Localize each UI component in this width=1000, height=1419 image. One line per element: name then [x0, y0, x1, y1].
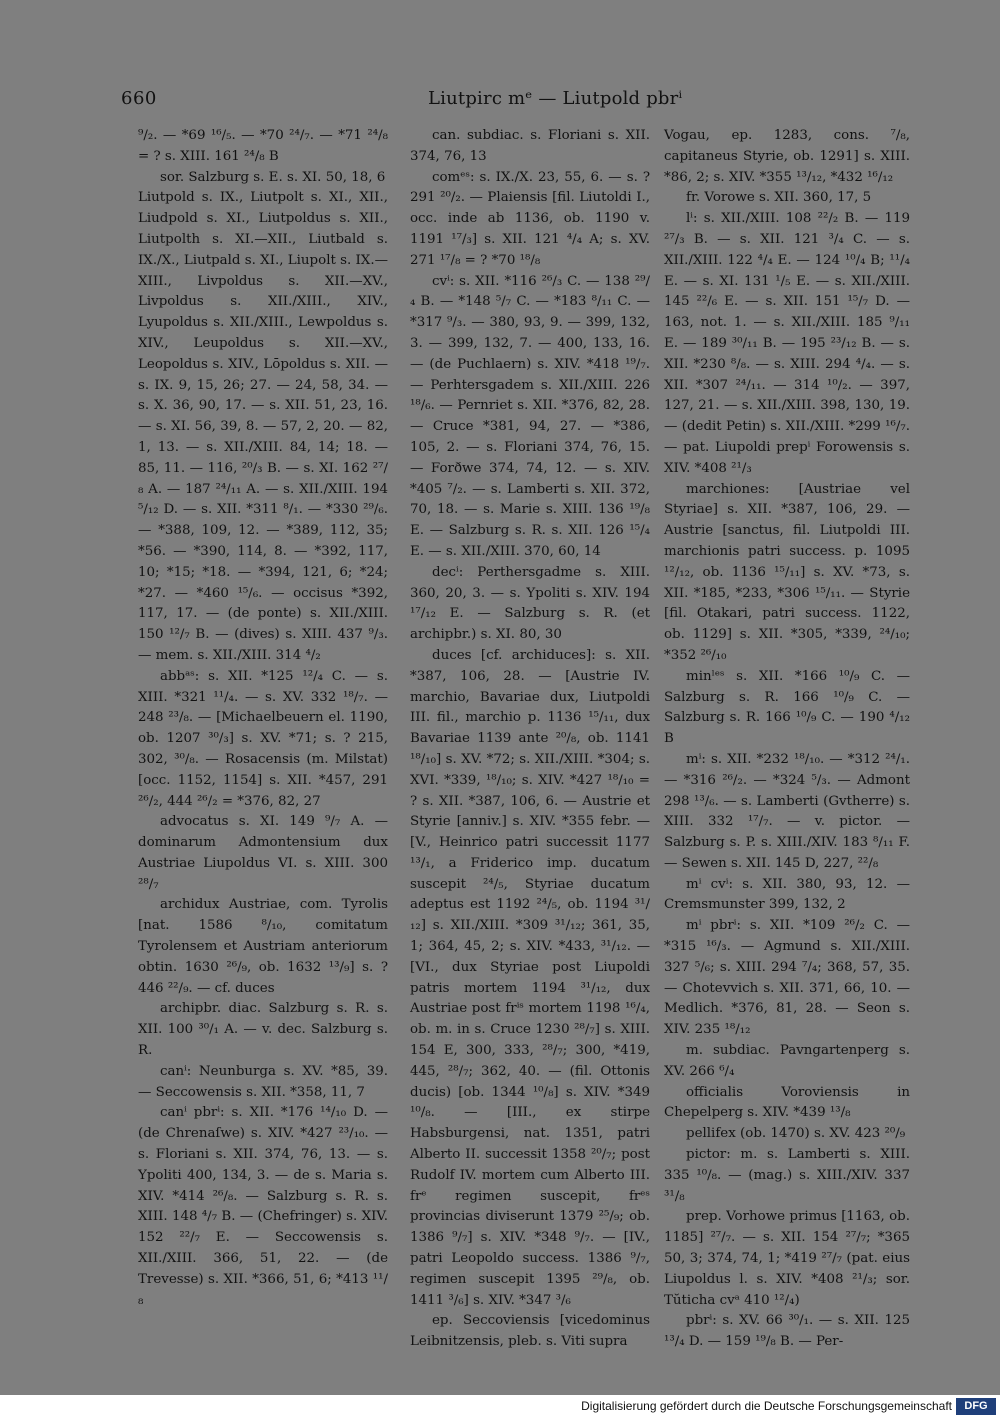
index-entry: prep. Vorhowe primus [1163, ob. 1185] ²⁷/₇. — s. XII. 154 ²⁷/₇; *365 50, 3; 374, 74, 1; *419 ²⁷/₇ (pat. eius Liupoldus l. s. XIV. *408 ²¹/₃; sor. Tŭticha cvᵃ 410 ¹²/₄): [664, 1209, 910, 1308]
index-entry: can. subdiac. s. Floriani s. XII. 374, 76, 13: [410, 128, 650, 164]
text-column-middle: [410, 126, 650, 1350]
index-entry: canⁱ: Neunburga s. XV. *85, 39. — Seccowensis s. XII. *358, 11, 7: [138, 1063, 388, 1100]
continuation-text: Vogau, ep. 1283, cons. ⁷/₈, capitaneus Styrie, ob. 1291] s. XIII. *86, 2; s. XIV. *355 ¹³/₁₂, *432 ¹⁶/₁₂: [664, 128, 910, 185]
index-entry: canⁱ pbrⁱ: s. XII. *176 ¹⁴/₁₀ D. — (de Chrenaſwe) s. XIV. *427 ²³/₁₀. — s. Floriani s. XII. 374, 76, 13. — s. Ypoliti 400, 134, 3. — de s. Maria s. XIV. *414 ²⁶/₈. — Salzburg s. R. s. XIII. 148 ⁴/₇ B. — (Chefringer) s. XIV. 152 ²²/₇ E. — Seccowensis s. XII./XIII. 366, 51, 22. — (de Trevesse) s. XII. *366, 51, 6; *413 ¹¹/₈: [138, 1105, 388, 1308]
index-entry: fr. Vorowe s. XII. 360, 17, 5: [686, 190, 872, 206]
index-entry: advocatus s. XI. 149 ⁹/₇ A. — dominarum Admontensium dux Austriae Liupoldus VI. s. XIII. 300 ²⁸/₇: [138, 814, 388, 892]
index-entry: m. subdiac. Pavngartenperg s. XV. 266 ⁶/₄: [664, 1043, 910, 1079]
index-entry: officialis Voroviensis in Chepelperg s. XIV. *439 ¹³/₈: [664, 1084, 910, 1121]
text-column-left: [138, 126, 388, 1308]
index-entry: lⁱ: s. XII./XIII. 108 ²²/₂ B. — 119 ²⁷/₃ B. — s. XII. 121 ³/₄ C. — s. XII./XIII. 122 ⁴/₄ E. — 124 ¹⁰/₄ B; ¹¹/₄ E. — s. XI. 131 ¹/₅ E. — s. XII./XIII. 145 ²²/₆ E. — s. XII. 151 ¹⁵/₇ D. — 163, not. 1. — s. XII./XIII. 185 ⁹/₁₁ E. — 189 ³⁰/₁₁ B. — 195 ²³/₁₂ B. — s. XII. *230 ⁸/₈. — s. XIII. 294 ⁴/₄. — s. XII. *307 ²⁴/₁₁. — 314 ¹⁰/₂. — 397, 127, 21. — s. XII./XIII. 398, 130, 19. — (dedit Petin) s. XII./XIII. *299 ¹⁶/₇. — pat. Liupoldi prepⁱ Forowensis s. XIV. *408 ²¹/₃: [664, 211, 910, 476]
footer-bar: [0, 1395, 1000, 1419]
index-entry: abbᵃˢ: s. XII. *125 ¹²/₄ C. — s. XIII. *321 ¹¹/₄. — s. XV. 332 ¹⁸/₇. — 248 ²³/₈. — [Michaelbeuern el. 1190, ob. 1207 ³⁰/₃] s. XV. *71; s. ? 215, 302, ³⁰/₈. — Rosacensis (m. Milstat) [occ. 1152, 1154] s. XII. *457, 291 ²⁶/₂, 444 ²⁶/₂ = *376, 82, 27: [138, 668, 388, 809]
index-entry: decⁱ: Perthersgadme s. XIII. 360, 20, 3. — s. Ypoliti s. XIV. 194 ¹⁷/₁₂ E. — Salzburg s. R. (et archipbr.) s. XI. 80, 30: [410, 564, 650, 643]
index-entry: mⁱ: s. XII. *232 ¹⁸/₁₀. — *312 ²⁴/₁. — *316 ²⁶/₂. — *324 ⁵/₃. — Admont 298 ¹³/₆. — s. Lamberti (Gvtherre) s. XIII. 332 ¹⁷/₇. — v. pictor. — Salzburg s. P. s. XIII./XIV. 183 ⁸/₁₁ F. — Sewen s. XII. 145 D, 227, ²²/₈: [664, 751, 910, 871]
index-entry: ep. Seccoviensis [vicedominus Leibnitzensis, pleb. s. Viti supra: [410, 1313, 650, 1350]
index-entry: pellifex (ob. 1470) s. XV. 423 ²⁰/₉: [686, 1126, 906, 1142]
index-entry: minˡᵉˢ s. XII. *166 ¹⁰/₉ C. — Salzburg s. R. 166 ¹⁰/₉ C. — Salzburg s. R. 166 ¹⁰/₉ C. — 190 ⁴/₁₂ B: [664, 668, 910, 747]
index-entry: archipbr. diac. Salzburg s. R. s. XII. 100 ³⁰/₁ A. — v. dec. Salzburg s. R.: [138, 1001, 388, 1059]
index-entry: duces [cf. archiduces]: s. XII. *387, 106, 28. — [Austrie IV. marchio, Bavariae dux, Liutpoldi III. fil., marchio p. 1136 ¹⁵/₁₁, dux Bavariae 1139 ante ²⁰/₈, ob. 1141 ¹⁸/₁₀] s. XV. *72; s. XII./XIII. *304; s. XVI. *339, ¹⁸/₁₀; s. XIV. *427 ¹⁸/₁₀ = ? s. XII. *387, 106, 6. — Austrie et Styrie [anniv.] s. XIV. *355 febr. — [V., Heinrico patri successit 1177 ¹³/₁, a Friderico imp. ducatum suscepit ²⁴/₅, Styriae ducatum adeptus est 1192 ²⁴/₅, ob. 1194 ³¹/₁₂] s. XII./XIII. *309 ³¹/₁₂; 361, 35, 1; 364, 45, 2; s. XIV. *433, ³¹/₁₂. — [VI., dux Styriae post Liupoldi patris mortem 1194 ³¹/₁₂, dux Austriae post frⁱˢ mortem 1198 ¹⁶/₄, ob. m. in s. Cruce 1230 ²⁸/₇] s. XIII. 154 E, 300, 333, ²⁸/₇; 300, *419, 445, ²⁸/₇; 362, 40. — (fil. Ottonis ducis) [ob. 1344 ¹⁰/₈] s. XIV. *349 ¹⁰/₈. — [III., ex stirpe Habsburgensi, nat. 1351, patri Alberto II. successit 1358 ²⁰/₇; post Rudolf IV. mortem cum Alberto III. frᵉ regimen suscepit, frᵉˢ provincias diviserunt 1379 ²⁵/₉; ob. 1386 ⁹/₇] s. XIV. *348 ⁹/₇. — [IV., patri Leopoldo success. 1386 ⁹/₇, regimen suscepit 1395 ²⁹/₈, ob. 1411 ³/₆] s. XIV. *347 ³/₆: [410, 647, 650, 1308]
text-column-right: [664, 126, 910, 1350]
index-entry-main: Liutpold s. IX., Liutpolt s. XI., XII., Liudpold s. XI., Liutpoldus s. XII., Liutpolth s. XI.—XII., Liutbald s. IX./X., Liutpald s. XI., Liupolt s. IX.—XIII., Livpoldus s. XII.—XV., Livpoldus s. XII./XIII., XIV., Lyupoldus s. XII./XIII., Lewpoldus s. XIV., Leupoldus s. XII.—XV., Leopoldus s. XIV., Lōpoldus s. XII. — s. IX. 9, 15, 26; 27. — 24, 58, 34. — s. X. 36, 90, 17. — s. XII. 51, 23, 16. — s. XI. 56, 39, 8. — 57, 2, 20. — 82, 1, 13. — s. XII./XIII. 84, 14; 18. — 85, 11. — 116, ²⁰/₃ B. — s. XI. 162 ²⁷/₈ A. — 187 ²⁴/₁₁ A. — s. XII./XIII. 194 ⁵/₁₂ D. — s. XII. *311 ⁸/₁. — *330 ²⁹/₆. — *388, 109, 12. — *389, 112, 35; *56. — *390, 114, 8. — *392, 117, 10; *15; *18. — *394, 121, 6; *24; *27. — *460 ¹⁵/₆. — occisus *392, 117, 17. — (de ponte) s. XII./XIII. 150 ¹²/₇ B. — (dives) s. XIII. 437 ⁹/₃. — mem. s. XII./XIII. 314 ⁴/₂: [138, 190, 388, 663]
funding-notice: Digitalisierung gefördert durch die Deutsche Forschungsgemeinschaft: [581, 1399, 952, 1413]
index-entry: comᵉˢ: s. IX./X. 23, 55, 6. — s. ? 291 ²⁰/₂. — Plaiensis [fil. Liutoldi I., occ. inde ab 1136, ob. 1190 v. 1191 ¹⁷/₃] s. XII. 121 ⁴/₄ A; s. XV. 271 ¹⁷/₈ = ? *70 ¹⁸/₈: [410, 169, 650, 268]
continuation-text: ⁹/₂. — *69 ¹⁶/₅. — *70 ²⁴/₇. — *71 ²⁴/₈ = ? s. XIII. 161 ²⁴/₈ B: [138, 128, 388, 164]
running-head: Liutpirc mᵉ — Liutpold pbrⁱ: [428, 88, 683, 109]
page-number: 660: [121, 88, 157, 109]
index-entry: archidux Austriae, com. Tyrolis [nat. 1586 ⁸/₁₀, comitatum Tyrolensem et Austriam anteriorum obtin. 1630 ²⁶/₉, ob. 1632 ¹³/₉] s. ? 446 ²²/₉. — cf. duces: [138, 897, 388, 996]
index-entry: sor. Salzburg s. E. s. XI. 50, 18, 6: [160, 169, 386, 185]
index-entry: cvⁱ: s. XII. *116 ²⁶/₃ C. — 138 ²⁹/₄ B. — *148 ⁵/₇ C. — *183 ⁸/₁₁ C. — *317 ⁹/₃. — 380, 93, 9. — 399, 132, 3. — 399, 132, 7. — 400, 133, 16. — (de Puchlaern) s. XIV. *418 ¹⁹/₇. — Perhtersgadem s. XII./XIII. 226 ¹⁸/₆. — Pernriet s. XII. *376, 82, 28. — Cruce *381, 94, 27. — *386, 105, 2. — s. Floriani 374, 76, 15. — Forðwe 374, 74, 12. — s. XIV. *405 ⁷/₂. — s. Lamberti s. XII. 372, 70, 18. — s. Marie s. XIII. 136 ¹⁹/₈ E. — Salzburg s. R. s. XII. 126 ¹⁵/₄ E. — s. XII./XIII. 370, 60, 14: [410, 273, 650, 559]
index-entry: mⁱ pbrⁱ: s. XII. *109 ²⁶/₂ C. — *315 ¹⁶/₃. — Agmund s. XII./XIII. 327 ⁵/₆; s. XIII. 294 ⁷/₄; 368, 57, 35. — Chotevvich s. XII. 371, 66, 10. — Medlich. *376, 81, 28. — Seon s. XIV. 235 ¹⁸/₁₂: [664, 918, 910, 1038]
index-entry: mⁱ cvⁱ: s. XII. 380, 93, 12. — Cremsmunster 399, 132, 2: [664, 876, 910, 913]
index-entry: marchiones: [Austriae vel Styriae] s. XII. *387, 106, 29. — Austrie [sanctus, fil. Liutpoldi III. marchionis patri success. p. 1095 ¹²/₁₂, ob. 1136 ¹⁵/₁₁] s. XV. *73, s. XII. *185, *233, *306 ¹⁵/₁₁. — Styrie [fil. Otakari, patri success. 1122, ob. 1129] s. XII. *305, *339, ²⁴/₁₀; *352 ²⁶/₁₀: [664, 481, 910, 663]
index-entry: pbrⁱ: s. XV. 66 ³⁰/₁. — s. XII. 125 ¹³/₄ D. — 159 ¹⁹/₈ B. — Per-: [664, 1313, 910, 1350]
dfg-logo: DFG: [956, 1398, 996, 1415]
index-entry: pictor: m. s. Lamberti s. XIII. 335 ¹⁰/₈. — (mag.) s. XIII./XIV. 337 ³¹/₈: [664, 1147, 910, 1204]
